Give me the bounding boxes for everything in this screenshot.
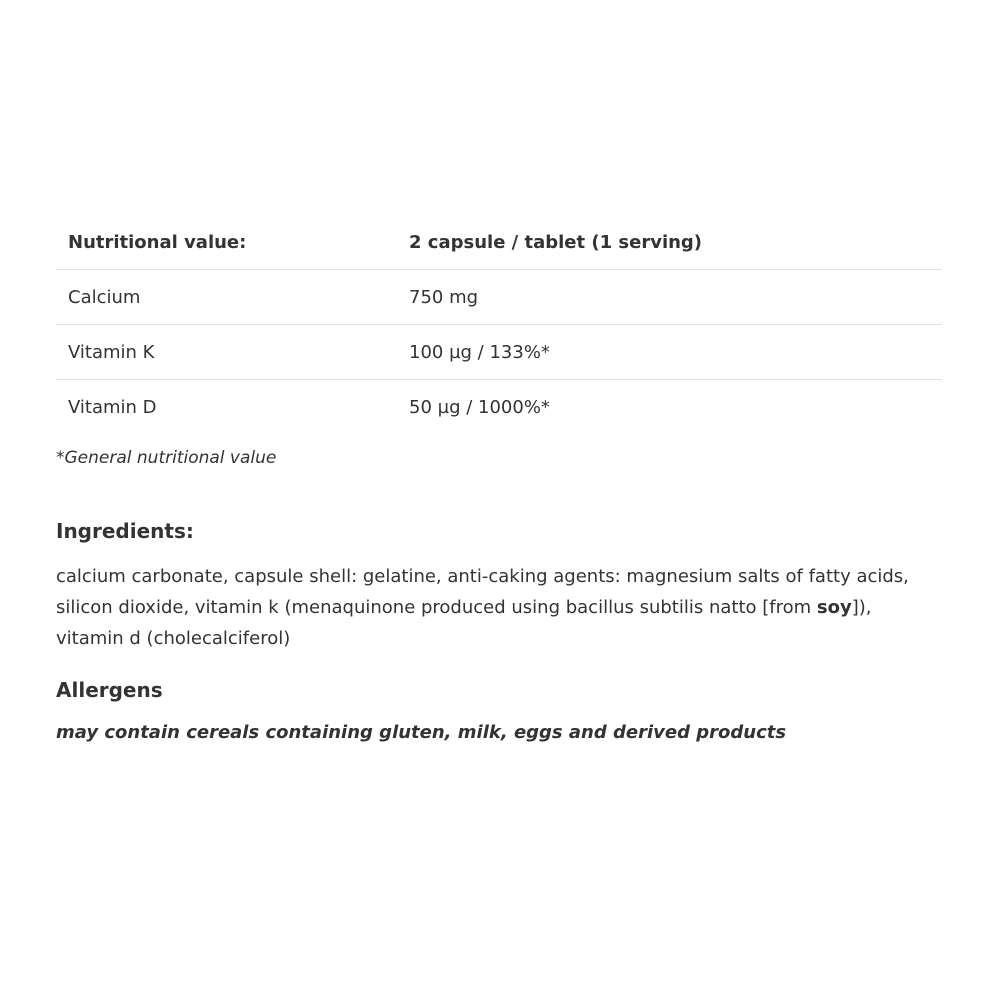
- product-details: [56, 215, 942, 743]
- nutrient-name: Vitamin K: [56, 325, 397, 380]
- column-header-nutrient: Nutritional value:: [56, 215, 397, 270]
- ingredients-text-part: ]), vitamin d (cholecalciferol): [56, 597, 872, 649]
- nutrient-amount: 50 µg / 1000%*: [409, 396, 550, 418]
- column-header-serving: 2 capsule / tablet (1 serving): [397, 215, 942, 270]
- nutrient-name: Calcium: [56, 270, 397, 325]
- table-header-row: [56, 215, 942, 270]
- allergens-text: may contain cereals containing gluten, milk, eggs and derived products: [56, 722, 787, 743]
- nutrient-amount: 750 mg: [397, 270, 942, 325]
- nutrition-footnote: *General nutritional value: [56, 448, 277, 468]
- table-row: [56, 325, 942, 380]
- table-row: [56, 270, 942, 325]
- ingredients-text: [56, 561, 936, 654]
- table-row: [56, 380, 942, 435]
- ingredients-text-part: calcium carbonate, capsule shell: gelatine, anti-caking agents: magnesium salts of fatty acids, silicon dioxide, vitamin k (menaquinone produced using bacillus subtilis natto [from: [56, 566, 909, 618]
- nutrition-table: [56, 215, 942, 434]
- allergens-heading: Allergens: [56, 678, 163, 702]
- allergen-highlight: soy: [816, 597, 852, 618]
- ingredients-heading: Ingredients:: [56, 519, 194, 543]
- nutrient-amount: 100 µg / 133%*: [397, 325, 942, 380]
- nutrient-name: Vitamin D: [68, 396, 157, 418]
